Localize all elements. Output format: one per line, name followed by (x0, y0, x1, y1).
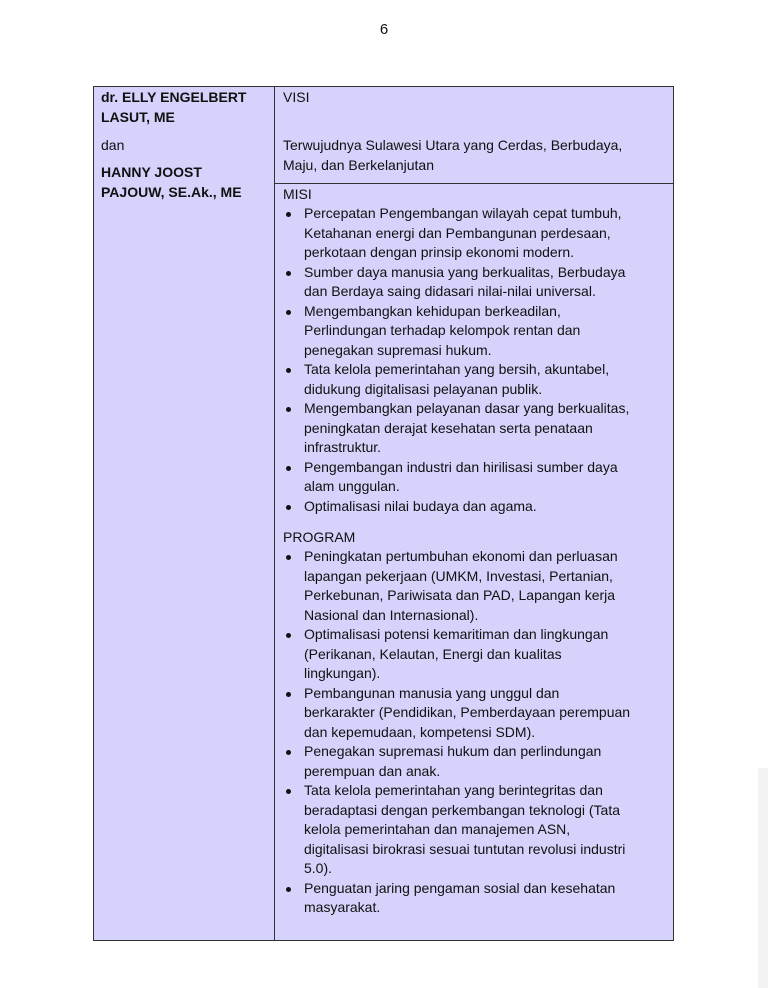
bullet-icon (286, 407, 291, 412)
bullet-icon (286, 555, 291, 560)
misi-program-section (275, 184, 673, 918)
program-item: Peningkatan pertumbuhan ekonomi dan perluasan lapangan pekerjaan (UMKM, Investasi, Pertanian, Perkebunan, Pariwisata dan PAD, Lapangan kerja Nasional dan Internasional). (283, 547, 665, 625)
bullet-icon (286, 271, 291, 276)
program-label: PROGRAM (283, 529, 356, 545)
misi-item: Percepatan Pengembangan wilayah cepat tumbuh, Ketahanan energi dan Pembangunan perdesaan, perkotaan dengan prinsip ekonomi modern. (283, 204, 665, 263)
program-item: Optimalisasi potensi kemaritiman dan lingkungan (Perikanan, Kelautan, Energi dan kualitas lingkungan). (283, 625, 665, 684)
program-item: Penegakan supremasi hukum dan perlindungan perempuan dan anak. (283, 742, 665, 781)
visi-section (275, 87, 673, 184)
misi-label: MISI (283, 186, 312, 202)
bullet-icon (286, 633, 291, 638)
misi-item: Tata kelola pemerintahan yang bersih, akuntabel, didukung digitalisasi pelayanan publik. (283, 360, 665, 399)
bullet-icon (286, 789, 291, 794)
candidate-name-1: dr. ELLY ENGELBERT LASUT, ME (101, 89, 247, 125)
candidate-names-cell (94, 87, 275, 940)
misi-item: Optimalisasi nilai budaya dan agama. (283, 497, 665, 517)
bullet-icon (286, 692, 291, 697)
page-number: 6 (379, 21, 389, 38)
vision-mission-cell (275, 87, 673, 940)
program-list (283, 547, 665, 918)
scrollbar-track[interactable] (758, 768, 768, 988)
program-item: Pembangunan manusia yang unggul dan berkarakter (Pendidikan, Pemberdayaan perempuan dan kepemudaan, kompetensi SDM). (283, 684, 665, 743)
bullet-icon (286, 212, 291, 217)
visi-label: VISI (283, 89, 310, 105)
misi-item: Pengembangan industri dan hirilisasi sumber daya alam unggulan. (283, 458, 665, 497)
candidate-table (93, 86, 674, 941)
visi-text: Terwujudnya Sulawesi Utara yang Cerdas, Berbudaya, Maju, dan Berkelanjutan (283, 137, 623, 173)
bullet-icon (286, 887, 291, 892)
candidate-name-2: HANNY JOOST PAJOUW, SE.Ak., ME (101, 164, 242, 200)
misi-item: Mengembangkan kehidupan berkeadilan, Perlindungan terhadap kelompok rentan dan penegakan supremasi hukum. (283, 302, 665, 361)
misi-list (283, 204, 665, 516)
bullet-icon (286, 750, 291, 755)
bullet-icon (286, 466, 291, 471)
program-item: Tata kelola pemerintahan yang berintegritas dan beradaptasi dengan perkembangan teknologi (Tata kelola pemerintahan dan manajemen ASN, digitalisasi birokrasi sesuai tuntutan revolusi industri 5.0). (283, 781, 665, 879)
misi-item: Mengembangkan pelayanan dasar yang berkualitas, peningkatan derajat kesehatan serta penataan infrastruktur. (283, 399, 665, 458)
bullet-icon (286, 310, 291, 315)
bullet-icon (286, 368, 291, 373)
misi-item: Sumber daya manusia yang berkualitas, Berbudaya dan Berdaya saing didasari nilai-nilai universal. (283, 263, 665, 302)
conjunction-text: dan (101, 137, 125, 153)
bullet-icon (286, 505, 291, 510)
program-item: Penguatan jaring pengaman sosial dan kesehatan masyarakat. (283, 879, 665, 918)
